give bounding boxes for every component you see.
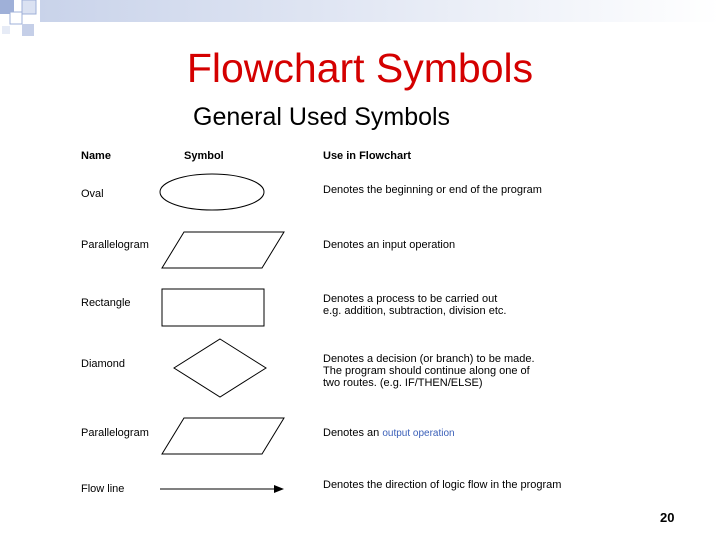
slide-subtitle: General Used Symbols [193,103,451,131]
row-use-highlight: output operation [382,428,455,439]
rectangle-symbol [162,289,264,326]
row-name-rectangle: Rectangle [81,297,131,309]
flow-line-arrow-symbol [160,485,284,493]
diamond-symbol [174,339,266,397]
row-name-oval: Oval [81,188,104,200]
header-use: Use in Flowchart [323,150,412,162]
row-use-rectangle-line2: e.g. addition, subtraction, division etc. [323,305,507,317]
row-use-rectangle-line1: Denotes a process to be carried out [323,293,498,305]
row-use-oval: Denotes the beginning or end of the program [323,184,542,196]
row-name-parallelogram-2: Parallelogram [81,427,149,439]
row-use-flow-line: Denotes the direction of logic flow in the program [323,479,562,491]
parallelogram-output-symbol [162,418,284,454]
row-use-diamond-line2: The program should continue along one of [323,365,530,377]
oval-symbol [160,174,264,210]
row-use-diamond-line3: two routes. (e.g. IF/THEN/ELSE) [323,377,483,389]
parallelogram-input-symbol [162,232,284,268]
page-number: 20 [660,510,675,525]
row-name-parallelogram: Parallelogram [81,239,149,251]
row-use-parallelogram: Denotes an input operation [323,239,456,251]
row-use-parallelogram-2 [323,427,455,440]
slide-title: Flowchart Symbols [186,45,534,91]
header-name: Name [81,150,111,162]
row-name-diamond: Diamond [81,358,126,370]
row-name-flow-line: Flow line [81,483,125,495]
row-use-prefix: Denotes an [323,427,380,439]
header-symbol: Symbol [184,150,224,162]
row-use-diamond-line1: Denotes a decision (or branch) to be made. [323,353,535,365]
